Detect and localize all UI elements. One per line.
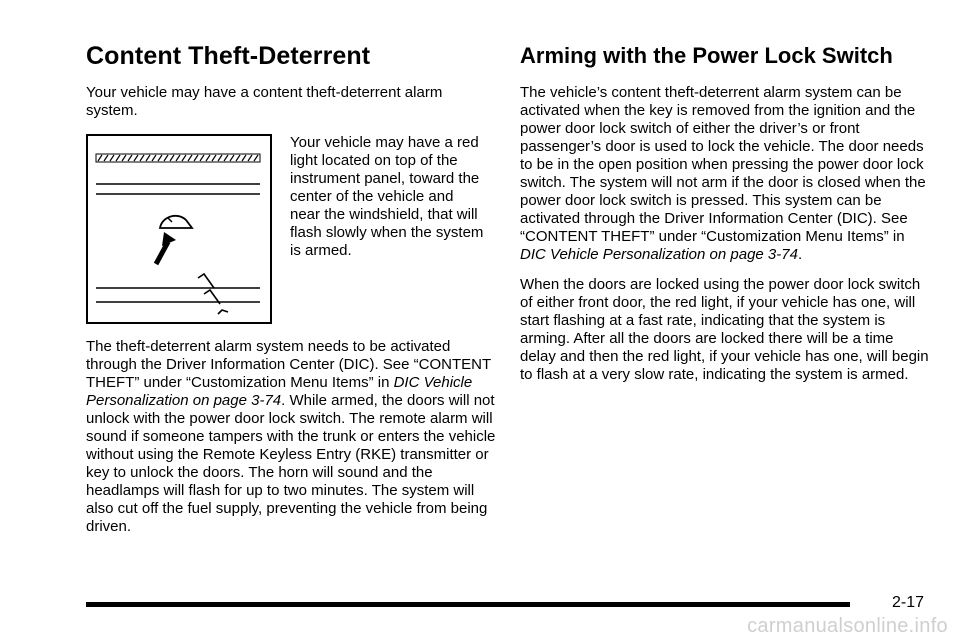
page-number: 2-17 (891, 594, 924, 611)
footer-rule (86, 602, 850, 607)
section-title-arming-power-lock: Arming with the Power Lock Switch (520, 43, 893, 68)
dashboard-light-svg (88, 136, 270, 322)
theft-light-icon (160, 216, 192, 228)
watermark: carmanualsonline.info (747, 615, 948, 637)
arming-paragraph-text-a: The vehicle’s content theft-deterrent alarm system can be activated when the key is removed from the ignition and the power door lock switch of either the driver’s or front passenger’s door is used to lock the vehicle. The door needs to be in the open position when pressing the power door lock switch. The system will not arm if the door is closed when the power door lock switch is pressed. This system can be activated through the Driver Information Center (DIC). See “CONTENT THEFT” under “Customization Menu Items” in (520, 84, 926, 245)
arming-paragraph-text-b: . (797, 246, 803, 263)
defroster-grille-icon (96, 154, 260, 162)
dashboard-light-illustration (86, 134, 272, 324)
section-title-content-theft-deterrent: Content Theft-Deterrent (86, 42, 371, 70)
alarm-paragraph-text-b: . While armed, the doors will not unlock with the power door lock switch. The remote alarm will sound if someone tampers with the trunk or enters the vehicle without using the Remote Keyless Entry (RKE) transmitter or key to unlock the doors. The horn will sound and the headlamps will flash for up to two minutes. The system will also cut off the fuel supply, preventing the vehicle from being driven. (86, 392, 496, 535)
left-column (86, 40, 496, 550)
locking-paragraph: When the doors are locked using the power door lock switch of either front door, the red light, if your vehicle has one, will start flashing at a fast rate, indicating that the system is arming. After all the doors are locked there will be a time delay and then the red light, if your vehicle has one, will begin to flash at a very slow rate, indicating the system is armed. (520, 276, 929, 383)
pointer-arrow-icon (156, 232, 176, 264)
arming-paragraph (520, 84, 930, 264)
figure-caption-text: Your vehicle may have a red light located on top of the instrument panel, toward the center of the vehicle and near the windshield, that will flash slowly when the system is armed. (290, 134, 484, 259)
intro-paragraph: Your vehicle may have a content theft-deterrent alarm system. (86, 84, 443, 119)
figure-caption (290, 134, 486, 324)
figure-row (86, 134, 496, 324)
dic-reference-link: DIC Vehicle Personalization on page 3-74 (86, 374, 473, 409)
alarm-paragraph-text-a: The theft-deterrent alarm system needs to be activated through the Driver Information Center (DIC). See “CONTENT THEFT” under “Customization Menu Items” in (86, 338, 491, 391)
dic-reference-link-2: DIC Vehicle Personalization on page 3-74 (520, 246, 798, 263)
alarm-activation-paragraph (86, 338, 496, 536)
right-column (520, 40, 930, 396)
